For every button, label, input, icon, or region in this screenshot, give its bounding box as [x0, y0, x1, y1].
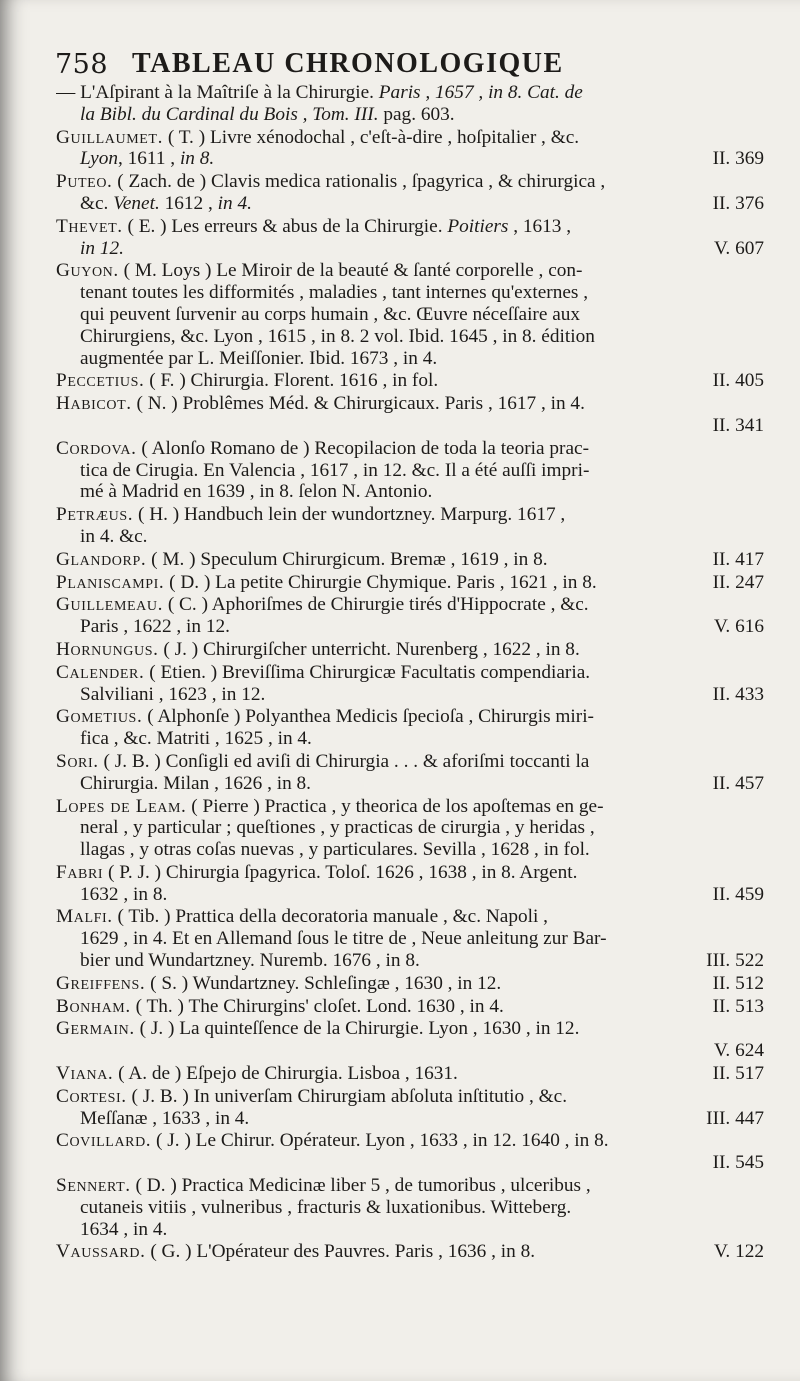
volume-ref: III. 522 [706, 950, 764, 972]
entry-line [56, 460, 764, 482]
entry-text: ( Etien. ) Breviſſima Chirurgicæ Facultatis compendiaria. [144, 661, 591, 683]
entry-title: ( A. de ) Eſpejo de Chirurgia. Lisboa , 1631. [113, 1063, 458, 1085]
author-name: Guillaumet. [56, 126, 163, 148]
volume-ref: II. 512 [712, 972, 764, 994]
entry-title: ( S. ) Wundartzney. Schleſingæ , 1630 , in 12. [145, 972, 502, 994]
author-name: Calender. [56, 661, 145, 683]
volume-ref: II. 513 [712, 995, 764, 1017]
entry-text: 1629 , in 4. Et en Allemand ſous le titre de , Neue anleitung zur Bar- [80, 928, 607, 950]
author-name: Greiffens. [56, 972, 146, 994]
entry-line [56, 370, 764, 392]
entry-line [56, 1175, 764, 1197]
entry-format: in 4. [217, 192, 252, 214]
bibliography-entry [56, 796, 764, 861]
entry-text: ( Alonſo Romano de ) Recopilacion de toda la teoria prac- [136, 437, 589, 459]
bibliography-entry [56, 1063, 764, 1085]
entry-line [56, 326, 764, 348]
entry-line [56, 662, 764, 684]
entry-title: — L'Aſpirant à la Maîtriſe à la Chirurgie. [56, 82, 379, 103]
volume-ref: V. 616 [713, 616, 764, 638]
entry-text: bier und Wundartzney. Nuremb. 1676 , in 8. [80, 950, 420, 972]
bibliography-entry [56, 171, 764, 215]
entry-line [56, 82, 764, 104]
entry-line [56, 304, 764, 326]
entry-text: qui peuvent ſurvenir au corps humain , &c. Œuvre néceſſaire aux [80, 303, 581, 325]
entry-line [56, 260, 764, 282]
bibliography-entry [56, 706, 764, 750]
entry-title: ( G. ) L'Opérateur des Pauvres. Paris , 1636 , in 8. [145, 1241, 536, 1263]
entry-line [56, 616, 764, 638]
author-name: Peccetius. [56, 370, 145, 392]
entry-body [56, 549, 548, 571]
author-name: Thevet. [56, 215, 123, 237]
bibliography-entry [56, 82, 764, 126]
entry-line [56, 216, 764, 238]
entry-year: 1612 , [159, 192, 218, 214]
entry-line [56, 839, 764, 861]
author-name: Germain. [56, 1018, 135, 1040]
entry-title: ( N. ) Problêmes Méd. & Chirurgicaux. Paris , 1617 , in 4. [131, 393, 585, 415]
volume-ref: II. 457 [712, 772, 764, 794]
entry-line [56, 549, 764, 571]
entry-title: ( F. ) Chirurgia. Florent. 1616 , in fol. [144, 370, 439, 392]
author-name: Sori. [56, 750, 99, 772]
entry-body [56, 370, 438, 392]
volume-ref: II. 545 [712, 1152, 764, 1174]
volume-ref: II. 417 [712, 548, 764, 570]
entry-line [56, 706, 764, 728]
bibliography-entry [56, 996, 764, 1018]
entry-text: Chirurgiens, &c. Lyon , 1615 , in 8. 2 vol. Ibid. 1645 , in 8. édition [80, 325, 595, 347]
bibliography-entry [56, 639, 764, 661]
entry-line [56, 1241, 764, 1263]
entry-line [56, 862, 764, 884]
bibliography-entry [56, 1086, 764, 1130]
volume-ref: II. 376 [712, 192, 764, 214]
entry-line [56, 282, 764, 304]
author-name: Cordova. [56, 437, 137, 459]
entry-line [56, 950, 764, 972]
volume-ref: II. 369 [712, 148, 764, 170]
author-name: Vaussard. [56, 1241, 146, 1263]
entry-body [56, 1063, 458, 1085]
entry-line [56, 348, 764, 370]
entry-line [56, 1108, 764, 1130]
entry-place: Lyon [80, 148, 118, 170]
entry-text: ( J. ) Le Chirur. Opérateur. Lyon , 1633 , in 12. 1640 , in 8. [151, 1130, 609, 1152]
entry-text: llagas , y otras coſas nuevas , y particulares. Sevilla , 1628 , in fol. [80, 839, 590, 861]
volume-ref: V. 624 [713, 1040, 764, 1062]
entry-text: 1634 , in 4. [80, 1218, 168, 1240]
entry-body [56, 996, 504, 1018]
entry-place: Poitiers [447, 215, 509, 237]
entry-text: tica de Cirugia. En Valencia , 1617 , in 12. &c. Il a été auſſi impri- [80, 459, 590, 481]
bibliography-entry [56, 973, 764, 995]
entry-body [56, 572, 597, 594]
entry-place: Paris , 1657 , [378, 82, 489, 103]
entry-place: Venet. [113, 192, 160, 214]
bibliography-entry [56, 549, 764, 571]
entry-line [56, 728, 764, 750]
author-name: Planiscampi. [56, 571, 165, 593]
volume-ref: V. 122 [713, 1241, 764, 1263]
entry-text: Salviliani , 1623 , in 12. [80, 683, 266, 705]
bibliography-entry [56, 216, 764, 260]
entry-text: ( Pierre ) Practica , y theorica de los apoſtemas en ge- [186, 795, 604, 817]
entry-body [56, 639, 580, 661]
entry-text: Meſſanæ , 1633 , in 4. [80, 1107, 250, 1129]
author-name: Gometius. [56, 706, 143, 728]
entry-title: ( D. ) La petite Chirurgie Chymique. Paris , 1621 , in 8. [164, 571, 597, 593]
author-name: Guyon. [56, 260, 119, 282]
entry-line [56, 148, 764, 170]
bibliography-entry [56, 572, 764, 594]
volume-ref: III. 447 [706, 1107, 764, 1129]
entry-line [56, 817, 764, 839]
entry-text: ( Alphonſe ) Polyanthea Medicis ſpecioſa , Chirurgis miri- [142, 706, 594, 728]
entry-format: in 12. [80, 237, 124, 259]
author-name: Guillemeau. [56, 594, 163, 616]
entry-line [56, 104, 764, 126]
bibliography-entry [56, 438, 764, 503]
entry-line [56, 884, 764, 906]
page-number: 758 [55, 49, 109, 80]
entry-line [56, 481, 764, 503]
volume-ref: V. 607 [713, 237, 764, 259]
entry-text: fica , &c. Matriti , 1625 , in 4. [80, 728, 312, 750]
entry-line [56, 973, 764, 995]
entry-title: ( T. ) Livre xénodochal , c'eſt-à-dire , hoſpitalier , &c. [163, 126, 580, 148]
entry-text: augmentée par L. Meiſſonier. Ibid. 1673 , in 4. [80, 347, 438, 369]
entry-year: , 1611 , [118, 148, 180, 170]
volume-ref: II. 405 [712, 370, 764, 392]
author-name: Covillard. [56, 1130, 152, 1152]
volume-ref: II. 459 [712, 883, 764, 905]
entry-body [56, 973, 501, 995]
bibliography-entry [56, 393, 764, 437]
volume-ref: II. 247 [712, 571, 764, 593]
author-name: Glandorp. [56, 548, 147, 570]
entry-text: in 4. &c. [80, 525, 148, 547]
entry-text: ( M. Loys ) Le Miroir de la beauté & ſanté corporelle , con- [118, 260, 583, 282]
entry-body [56, 1241, 535, 1263]
entry-text: 1632 , in 8. [80, 883, 168, 905]
bibliography-entry [56, 1175, 764, 1240]
author-name: Hornungus. [56, 638, 159, 660]
bibliography-entry [56, 504, 764, 548]
bibliography-entry [56, 370, 764, 392]
entry-format: in 8. Cat. de [488, 82, 583, 103]
bibliography-entry [56, 751, 764, 795]
entry-text: ( P. J. ) Chirurgia ſpagyrica. Toloſ. 1626 , 1638 , in 8. Argent. [103, 861, 578, 883]
author-name: Lopes de Leam. [56, 795, 187, 817]
author-name: Sennert. [56, 1175, 131, 1197]
entry-line [56, 639, 764, 661]
page-header [55, 40, 755, 80]
bibliography-entry [56, 260, 764, 369]
chronological-entries [56, 82, 764, 1264]
entry-line [56, 1197, 764, 1219]
entry-imprint [80, 148, 214, 170]
entry-line [56, 127, 764, 149]
entry-title: ( Zach. de ) Clavis medica rationalis , ſpagyrica , & chirurgica , [112, 171, 606, 193]
author-name: Bonham. [56, 995, 131, 1017]
entry-line [56, 684, 764, 706]
entry-line [56, 438, 764, 460]
entry-line [56, 751, 764, 773]
author-name: Habicot. [56, 393, 132, 415]
entry-year: , 1613 , [508, 215, 572, 237]
entry-title: ( M. ) Speculum Chirurgicum. Bremæ , 1619 , in 8. [146, 548, 548, 570]
entry-line [56, 1086, 764, 1108]
entry-text: ( C. ) Aphoriſmes de Chirurgie tirés d'Hippocrate , &c. [163, 594, 589, 616]
entry-text: tenant toutes les difformités , maladies , tant internes qu'externes , [80, 282, 589, 304]
volume-ref: II. 517 [712, 1063, 764, 1085]
author-name: Viana. [56, 1063, 114, 1085]
entry-imprint [80, 193, 252, 215]
entry-text: ( Tib. ) Prattica della decoratoria manuale , &c. Napoli , [112, 906, 548, 928]
entry-catalog: la Bibl. du Cardinal du Bois , Tom. III. [80, 103, 379, 125]
entry-title: ( Th. ) The Chirurgins' cloſet. Lond. 1630 , in 4. [130, 995, 504, 1017]
entry-line [56, 1063, 764, 1085]
entry-text: ( J. B. ) In univerſam Chirurgiam abſoluta inſtitutio , &c. [126, 1085, 568, 1107]
bibliography-entry [56, 1241, 764, 1263]
entry-line [56, 193, 764, 215]
bibliography-entry [56, 127, 764, 171]
author-name: Cortesi. [56, 1085, 127, 1107]
entry-line [56, 906, 764, 928]
entry-text: mé à Madrid en 1639 , in 8. ſelon N. Antonio. [80, 481, 433, 503]
bibliography-entry [56, 594, 764, 638]
author-name: Puteo. [56, 171, 113, 193]
bibliography-entry [56, 1130, 764, 1174]
volume-ref: II. 341 [712, 414, 764, 436]
entry-text: cutaneis vitiis , vulneribus , fracturis & luxationibus. Witteberg. [80, 1196, 572, 1218]
entry-line [56, 796, 764, 818]
entry-line [56, 1130, 764, 1152]
bibliography-entry [56, 862, 764, 906]
entry-format: in 8. [179, 148, 215, 170]
bibliography-entry [56, 1018, 764, 1062]
entry-text: Paris , 1622 , in 12. [80, 616, 230, 638]
volume-ref: II. 433 [712, 683, 764, 705]
entry-text: ( J. ) La quinteſſence de la Chirurgie. Lyon , 1630 , in 12. [134, 1018, 580, 1040]
entry-text: ( J. B. ) Conſigli ed aviſi di Chirurgia . . . & aforiſmi toccanti la [98, 750, 590, 772]
entry-page: pag. 603. [378, 103, 455, 125]
entry-title: ( J. ) Chirurgiſcher unterricht. Nurenberg , 1622 , in 8. [158, 638, 580, 660]
entry-line [56, 504, 764, 526]
author-name: Petræus. [56, 504, 134, 526]
entry-line [56, 1219, 764, 1241]
entry-line [56, 171, 764, 193]
entry-line [56, 526, 764, 548]
entry-line [56, 1018, 764, 1040]
entry-text: ( H. ) Handbuch lein der wundortzney. Marpurg. 1617 , [133, 504, 566, 526]
entry-line [56, 238, 764, 260]
entry-line [56, 773, 764, 795]
entry-line [56, 928, 764, 950]
running-title: TABLEAU CHRONOLOGIQUE [132, 48, 564, 79]
author-name: Malfi. [56, 906, 113, 928]
entry-line [56, 393, 764, 415]
entry-text: neral , y particular ; queſtiones , y practicas de cirurgia , y heridas , [80, 817, 595, 839]
entry-title: ( E. ) Les erreurs & abus de la Chirurgie. [122, 215, 448, 237]
entry-etc: &c. [80, 192, 114, 214]
entry-text: Chirurgia. Milan , 1626 , in 8. [80, 772, 312, 794]
entry-text: ( D. ) Practica Medicinæ liber 5 , de tumoribus , ulceribus , [130, 1175, 591, 1197]
entry-line [56, 572, 764, 594]
entry-line [56, 594, 764, 616]
bibliography-entry [56, 662, 764, 706]
author-name: Fabri [56, 861, 104, 883]
bibliography-entry [56, 906, 764, 971]
entry-line [56, 996, 764, 1018]
